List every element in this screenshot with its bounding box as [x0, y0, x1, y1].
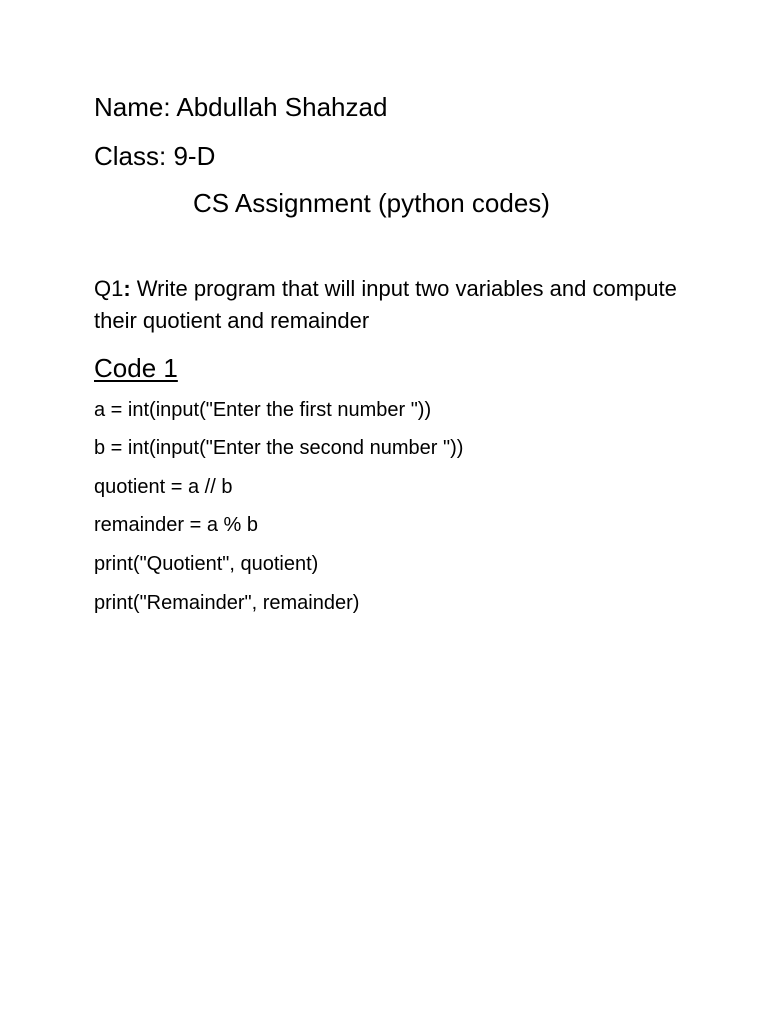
question-1	[94, 273, 694, 337]
code-line: a = int(input("Enter the first number "))	[94, 399, 432, 421]
code-line: remainder = a % b	[94, 514, 258, 536]
student-name: Name: Abdullah Shahzad	[94, 92, 388, 122]
code-line: b = int(input("Enter the second number "))	[94, 437, 464, 459]
code-line: print("Quotient", quotient)	[94, 553, 319, 575]
question-label: Q1	[94, 276, 124, 301]
code-heading: Code 1	[94, 353, 178, 383]
code-line: print("Remainder", remainder)	[94, 592, 360, 614]
code-line: quotient = a // b	[94, 476, 233, 498]
student-class: Class: 9-D	[94, 141, 216, 171]
question-text: Write program that will input two variables and compute their quotient and remainder	[94, 276, 677, 333]
assignment-title: CS Assignment (python codes)	[193, 188, 550, 218]
question-colon: :	[123, 276, 131, 301]
